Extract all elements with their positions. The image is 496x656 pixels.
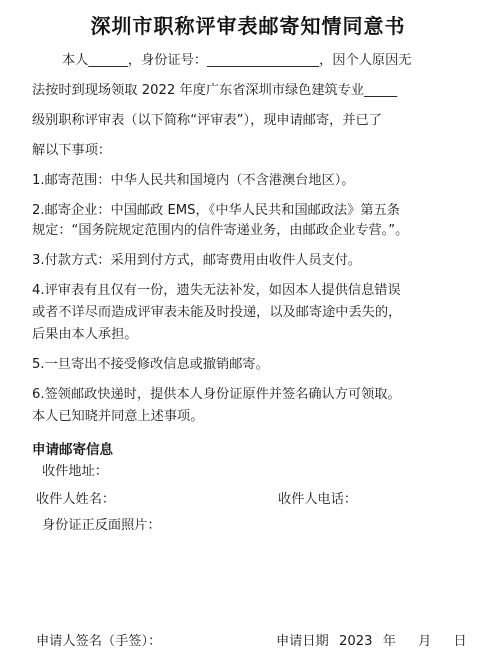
item-2-regulation: 规定：“国务院规定范围内的信件寄递业务，由邮政企业专营。”。: [32, 223, 409, 238]
item-3-payment: 3.付款方式：采用到付方式，邮寄费用由收件人员支付。: [32, 253, 362, 268]
recipient-phone-label: 收件人电话：: [278, 492, 358, 507]
document-title: 深圳市职称评审表邮寄知情同意书: [90, 14, 406, 38]
item-4-single-copy: 4.评审表有且仅有一份，遗失无法补发，如因本人提供信息错误: [32, 283, 401, 298]
item-6-pickup: 6.签领邮政快递时，提供本人身份证原件并签名确认方可领取。: [32, 387, 401, 402]
intro-line-3: 级别职称评审表（以下简称“评审表”），现申请邮寄，并已了: [32, 113, 382, 128]
applicant-signature-label: 申请人签名（手签）：: [36, 634, 162, 649]
date-year: 2023: [338, 634, 373, 649]
recipient-name-label: 收件人姓名：: [36, 492, 116, 507]
id-photo-label: 身份证正反面照片：: [42, 518, 161, 533]
mail-info-section-title: 申请邮寄信息: [32, 442, 113, 458]
intro-line-2: 法按时到现场领取 2022 年度广东省深圳市绿色建筑专业_____: [32, 83, 398, 98]
item-5-no-modification: 5.一旦寄出不接受修改信息或撤销邮寄。: [32, 357, 269, 372]
date-label: 申请日期: [276, 634, 329, 649]
address-label: 收件地址：: [42, 464, 108, 479]
agreement-statement: 本人已知晓并同意上述事项。: [32, 409, 204, 424]
item-1-mailing-scope: 1.邮寄范围：中华人民共和国境内（不含港澳台地区）。: [32, 173, 355, 188]
date-day-unit: 日: [453, 634, 467, 649]
date-month-unit: 月: [418, 634, 432, 649]
application-date: [276, 630, 473, 649]
item-4-consequence: 后果由本人承担。: [32, 327, 138, 342]
date-year-unit: 年: [382, 634, 396, 649]
intro-line-1: 本人______，身份证号：_________________，因个人原因无: [62, 53, 412, 68]
item-4-liability: 或者不详尽而造成评审表未能及时投递，以及邮寄途中丢失的，: [32, 305, 402, 320]
intro-line-4: 解以下事项：: [32, 143, 112, 158]
item-2-mailing-company: 2.邮寄企业：中国邮政 EMS，《中华人民共和国邮政法》第五条: [32, 203, 400, 218]
